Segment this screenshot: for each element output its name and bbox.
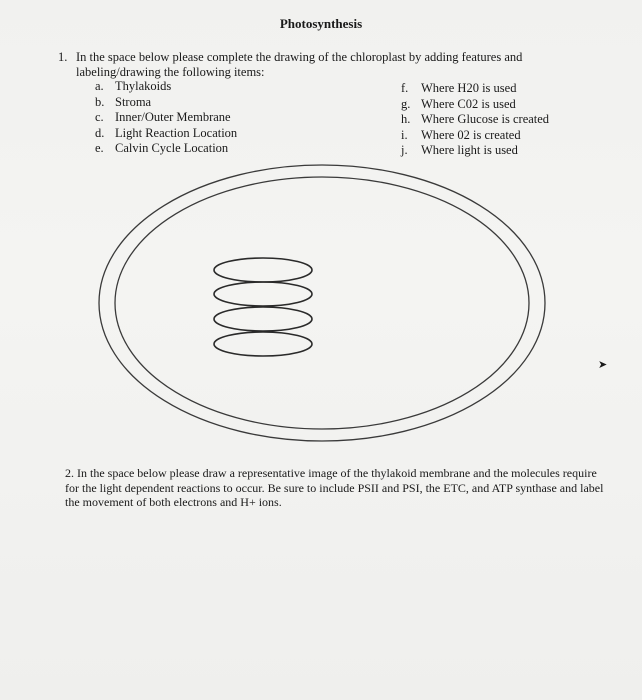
list-item: j. Where light is used xyxy=(401,143,518,157)
thylakoid-disc xyxy=(214,282,312,306)
outer-membrane-outline xyxy=(99,165,545,441)
list-item: c. Inner/Outer Membrane xyxy=(95,110,231,124)
inner-membrane-outline xyxy=(115,177,529,429)
cursor-arrow-icon: ➤ xyxy=(598,359,608,371)
list-item: b. Stroma xyxy=(95,94,152,109)
list-item: f. Where H20 is used xyxy=(401,81,517,95)
list-item: d. Light Reaction Location xyxy=(95,125,238,140)
list-item: i. Where 02 is created xyxy=(401,127,521,142)
list-item: e. Calvin Cycle Location xyxy=(95,141,229,155)
list-item: g. Where C02 is used xyxy=(401,96,516,111)
thylakoid-disc xyxy=(214,307,312,331)
question-1-number: 1. xyxy=(58,50,68,64)
list-item: h. Where Glucose is created xyxy=(401,112,550,126)
thylakoid-disc xyxy=(214,332,312,356)
page-title: Photosynthesis xyxy=(279,16,363,31)
question-2-prompt: 2. In the space below please draw a representative image of the thylakoid membrane and the molecules require for the light dependent reactions to occur. Be sure to include PSII and PSI, the ETC, and ATP synthase and label the movement of both electrons and H+ ions. xyxy=(65,466,604,509)
list-item: a. Thylakoids xyxy=(95,79,172,93)
question-1-prompt: In the space below please complete the drawing of the chloroplast by adding features and labeling/drawing the following items: xyxy=(76,50,523,79)
thylakoid-disc xyxy=(214,258,312,282)
